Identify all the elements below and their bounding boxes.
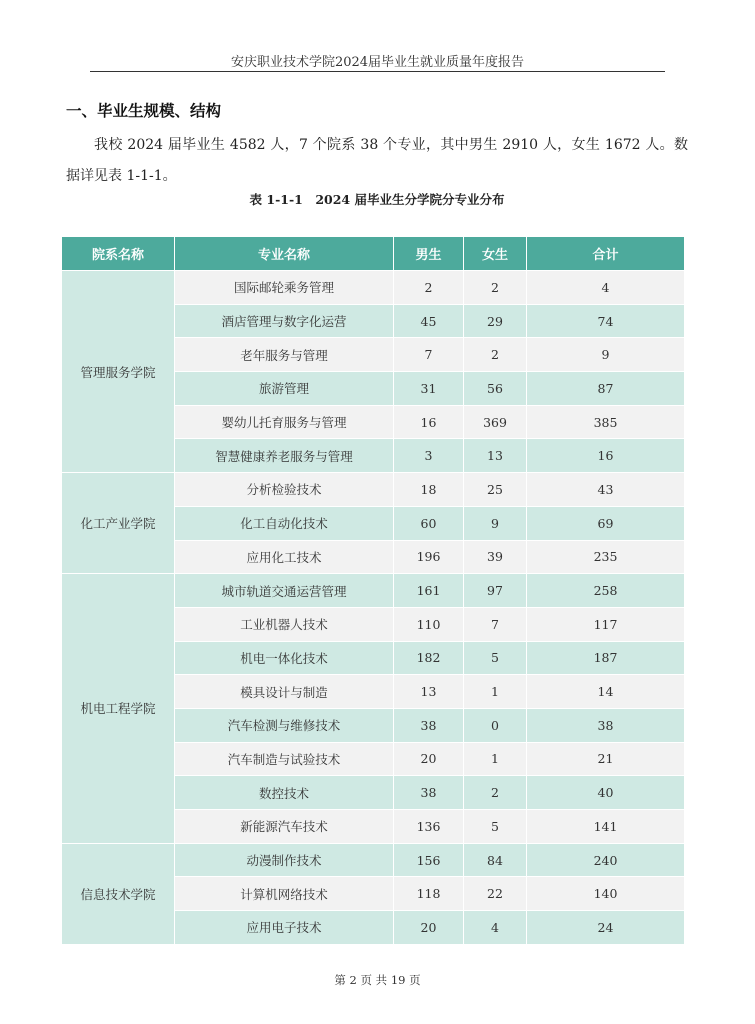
male-count-cell: 3 xyxy=(394,439,464,473)
male-count-cell: 16 xyxy=(394,405,464,439)
column-header-female: 女生 xyxy=(464,237,527,271)
column-header-male: 男生 xyxy=(394,237,464,271)
total-count-cell: 14 xyxy=(527,675,685,709)
female-count-cell: 4 xyxy=(464,911,527,945)
total-count-cell: 69 xyxy=(527,506,685,540)
total-count-cell: 4 xyxy=(527,271,685,305)
male-count-cell: 20 xyxy=(394,911,464,945)
male-count-cell: 20 xyxy=(394,742,464,776)
graduate-distribution-table xyxy=(61,236,685,945)
female-count-cell: 2 xyxy=(464,338,527,372)
section-heading: 一、毕业生规模、结构 xyxy=(66,102,222,120)
female-count-cell: 1 xyxy=(464,742,527,776)
major-cell: 工业机器人技术 xyxy=(175,607,394,641)
table-body xyxy=(62,271,685,945)
total-count-cell: 258 xyxy=(527,574,685,608)
table-row xyxy=(62,271,685,305)
major-cell: 分析检验技术 xyxy=(175,473,394,507)
major-cell: 城市轨道交通运营管理 xyxy=(175,574,394,608)
page-number: 第 2 页 共 19 页 xyxy=(334,973,421,987)
column-header-major: 专业名称 xyxy=(175,237,394,271)
table-row xyxy=(62,473,685,507)
total-count-cell: 187 xyxy=(527,641,685,675)
major-cell: 智慧健康养老服务与管理 xyxy=(175,439,394,473)
male-count-cell: 182 xyxy=(394,641,464,675)
female-count-cell: 9 xyxy=(464,506,527,540)
total-count-cell: 141 xyxy=(527,810,685,844)
male-count-cell: 7 xyxy=(394,338,464,372)
major-cell: 酒店管理与数字化运营 xyxy=(175,304,394,338)
total-count-cell: 24 xyxy=(527,911,685,945)
major-cell: 汽车检测与维修技术 xyxy=(175,708,394,742)
male-count-cell: 13 xyxy=(394,675,464,709)
female-count-cell: 7 xyxy=(464,607,527,641)
male-count-cell: 60 xyxy=(394,506,464,540)
major-cell: 婴幼儿托育服务与管理 xyxy=(175,405,394,439)
major-cell: 汽车制造与试验技术 xyxy=(175,742,394,776)
female-count-cell: 5 xyxy=(464,641,527,675)
male-count-cell: 45 xyxy=(394,304,464,338)
female-count-cell: 0 xyxy=(464,708,527,742)
major-cell: 数控技术 xyxy=(175,776,394,810)
major-cell: 化工自动化技术 xyxy=(175,506,394,540)
column-header-total: 合计 xyxy=(527,237,685,271)
major-cell: 老年服务与管理 xyxy=(175,338,394,372)
report-header-title: 安庆职业技术学院2024届毕业生就业质量年度报告 xyxy=(230,55,525,70)
male-count-cell: 18 xyxy=(394,473,464,507)
female-count-cell: 2 xyxy=(464,271,527,305)
total-count-cell: 74 xyxy=(527,304,685,338)
major-cell: 国际邮轮乘务管理 xyxy=(175,271,394,305)
male-count-cell: 38 xyxy=(394,708,464,742)
female-count-cell: 84 xyxy=(464,843,527,877)
total-count-cell: 240 xyxy=(527,843,685,877)
total-count-cell: 16 xyxy=(527,439,685,473)
total-count-cell: 38 xyxy=(527,708,685,742)
department-cell: 化工产业学院 xyxy=(62,473,175,574)
total-count-cell: 140 xyxy=(527,877,685,911)
department-cell: 信息技术学院 xyxy=(62,843,175,944)
female-count-cell: 39 xyxy=(464,540,527,574)
female-count-cell: 29 xyxy=(464,304,527,338)
total-count-cell: 21 xyxy=(527,742,685,776)
major-cell: 机电一体化技术 xyxy=(175,641,394,675)
table-header-row xyxy=(62,237,685,271)
total-count-cell: 43 xyxy=(527,473,685,507)
total-count-cell: 117 xyxy=(527,607,685,641)
summary-paragraph: 我校 2024 届毕业生 4582 人，7 个院系 38 个专业，其中男生 2910 人，女生 1672 人。数据详见表 1-1-1。 xyxy=(66,137,688,184)
male-count-cell: 196 xyxy=(394,540,464,574)
total-count-cell: 40 xyxy=(527,776,685,810)
major-cell: 应用电子技术 xyxy=(175,911,394,945)
header-divider xyxy=(90,71,665,72)
major-cell: 新能源汽车技术 xyxy=(175,810,394,844)
female-count-cell: 13 xyxy=(464,439,527,473)
total-count-cell: 87 xyxy=(527,372,685,406)
column-header-department: 院系名称 xyxy=(62,237,175,271)
male-count-cell: 2 xyxy=(394,271,464,305)
table-row xyxy=(62,574,685,608)
female-count-cell: 97 xyxy=(464,574,527,608)
major-cell: 旅游管理 xyxy=(175,372,394,406)
female-count-cell: 22 xyxy=(464,877,527,911)
department-cell: 机电工程学院 xyxy=(62,574,175,844)
female-count-cell: 25 xyxy=(464,473,527,507)
major-cell: 模具设计与制造 xyxy=(175,675,394,709)
female-count-cell: 5 xyxy=(464,810,527,844)
female-count-cell: 2 xyxy=(464,776,527,810)
female-count-cell: 1 xyxy=(464,675,527,709)
department-cell: 管理服务学院 xyxy=(62,271,175,473)
total-count-cell: 9 xyxy=(527,338,685,372)
total-count-cell: 235 xyxy=(527,540,685,574)
male-count-cell: 156 xyxy=(394,843,464,877)
major-cell: 计算机网络技术 xyxy=(175,877,394,911)
male-count-cell: 31 xyxy=(394,372,464,406)
major-cell: 动漫制作技术 xyxy=(175,843,394,877)
female-count-cell: 56 xyxy=(464,372,527,406)
male-count-cell: 118 xyxy=(394,877,464,911)
major-cell: 应用化工技术 xyxy=(175,540,394,574)
table-row xyxy=(62,843,685,877)
male-count-cell: 136 xyxy=(394,810,464,844)
female-count-cell: 369 xyxy=(464,405,527,439)
male-count-cell: 38 xyxy=(394,776,464,810)
table-caption: 表 1-1-1 2024 届毕业生分学院分专业分布 xyxy=(249,192,505,207)
male-count-cell: 110 xyxy=(394,607,464,641)
male-count-cell: 161 xyxy=(394,574,464,608)
total-count-cell: 385 xyxy=(527,405,685,439)
